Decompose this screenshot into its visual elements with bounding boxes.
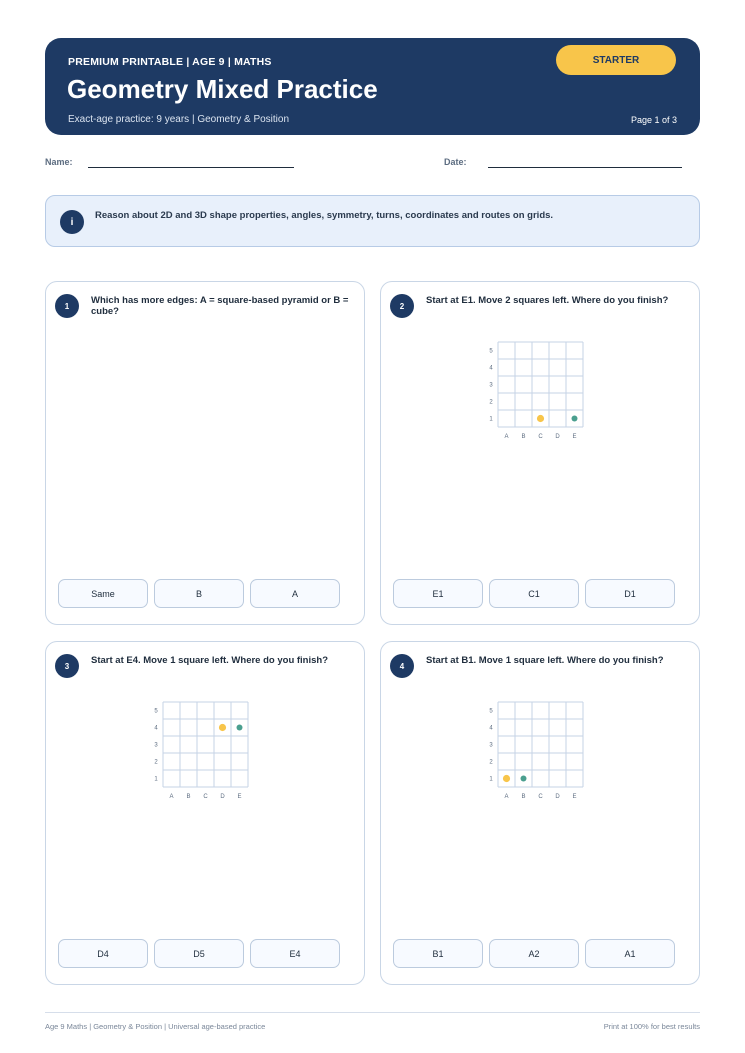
question-number: 1	[55, 294, 79, 318]
answer-options	[393, 939, 675, 968]
row-label: 1	[154, 776, 158, 783]
page-title: Geometry Mixed Practice	[67, 74, 378, 104]
info-icon: i	[60, 210, 84, 234]
question-number: 2	[390, 294, 414, 318]
row-label: 3	[154, 742, 158, 749]
question-card-3	[45, 641, 365, 985]
coordinate-grid	[141, 702, 261, 802]
question-card-1	[45, 281, 365, 625]
question-text: Which has more edges: A = square-based pyramid or B = cube?	[91, 295, 349, 317]
column-label: E	[572, 434, 577, 440]
question-number: 3	[55, 654, 79, 678]
header-subtitle: Exact-age practice: 9 years | Geometry & Position	[68, 114, 290, 125]
column-label: C	[538, 794, 543, 800]
header-eyebrow: PREMIUM PRINTABLE | AGE 9 | MATHS	[68, 56, 272, 68]
start-marker	[521, 776, 527, 782]
grid-svg	[476, 702, 606, 802]
answer-option[interactable]: Same	[58, 579, 148, 608]
worksheet-header	[45, 38, 700, 135]
column-label: D	[555, 434, 560, 440]
column-label: B	[521, 434, 526, 440]
column-label: A	[504, 434, 509, 440]
column-label: B	[186, 794, 191, 800]
grid-svg	[476, 342, 606, 442]
row-label: 3	[489, 382, 493, 389]
answer-option[interactable]: D4	[58, 939, 148, 968]
question-number: 4	[390, 654, 414, 678]
column-label: D	[220, 794, 225, 800]
row-label: 2	[154, 759, 158, 766]
answer-options	[58, 939, 340, 968]
level-badge: STARTER	[556, 45, 676, 75]
page-indicator: Page 1 of 3	[630, 115, 677, 125]
row-label: 5	[489, 348, 493, 355]
footer-right-text: Print at 100% for best results	[603, 1022, 700, 1031]
row-label: 3	[489, 742, 493, 749]
grid-svg	[141, 702, 271, 802]
answer-option[interactable]: E4	[250, 939, 340, 968]
footer-left-text: Age 9 Maths | Geometry & Position | Universal age-based practice	[45, 1022, 266, 1031]
row-label: 2	[489, 399, 493, 406]
row-label: 4	[489, 365, 493, 372]
answer-option[interactable]: A	[250, 579, 340, 608]
coordinate-grid	[476, 702, 596, 802]
answer-option[interactable]: C1	[489, 579, 579, 608]
question-text: Start at E4. Move 1 square left. Where do you finish?	[91, 655, 329, 666]
row-label: 5	[489, 708, 493, 715]
row-label: 2	[489, 759, 493, 766]
date-label: Date:	[444, 157, 467, 167]
answer-options	[393, 579, 675, 608]
answer-option[interactable]: A2	[489, 939, 579, 968]
answer-option[interactable]: D1	[585, 579, 675, 608]
info-text: Reason about 2D and 3D shape properties, angles, symmetry, turns, coordinates and routes on grids.	[95, 210, 554, 221]
question-card-4	[380, 641, 700, 985]
question-card-2	[380, 281, 700, 625]
answer-option[interactable]: A1	[585, 939, 675, 968]
row-label: 5	[154, 708, 158, 715]
target-marker	[219, 724, 226, 731]
column-label: A	[169, 794, 174, 800]
footer-divider	[45, 1012, 700, 1013]
column-label: C	[203, 794, 208, 800]
answer-option[interactable]: E1	[393, 579, 483, 608]
coordinate-grid	[476, 342, 596, 442]
column-label: E	[572, 794, 577, 800]
date-line[interactable]	[488, 167, 682, 168]
column-label: A	[504, 794, 509, 800]
question-text: Start at B1. Move 1 square left. Where do you finish?	[426, 655, 664, 666]
target-marker	[537, 415, 544, 422]
row-label: 1	[489, 776, 493, 783]
row-label: 1	[489, 416, 493, 423]
target-marker	[503, 775, 510, 782]
answer-option[interactable]: B	[154, 579, 244, 608]
info-banner	[45, 195, 700, 247]
answer-options	[58, 579, 340, 608]
column-label: E	[237, 794, 242, 800]
answer-option[interactable]: B1	[393, 939, 483, 968]
name-label: Name:	[45, 157, 73, 167]
answer-option[interactable]: D5	[154, 939, 244, 968]
column-label: D	[555, 794, 560, 800]
name-line[interactable]	[88, 167, 294, 168]
column-label: C	[538, 434, 543, 440]
column-label: B	[521, 794, 526, 800]
row-label: 4	[154, 725, 158, 732]
start-marker	[237, 725, 243, 731]
start-marker	[572, 416, 578, 422]
question-text: Start at E1. Move 2 squares left. Where do you finish?	[426, 295, 669, 306]
row-label: 4	[489, 725, 493, 732]
